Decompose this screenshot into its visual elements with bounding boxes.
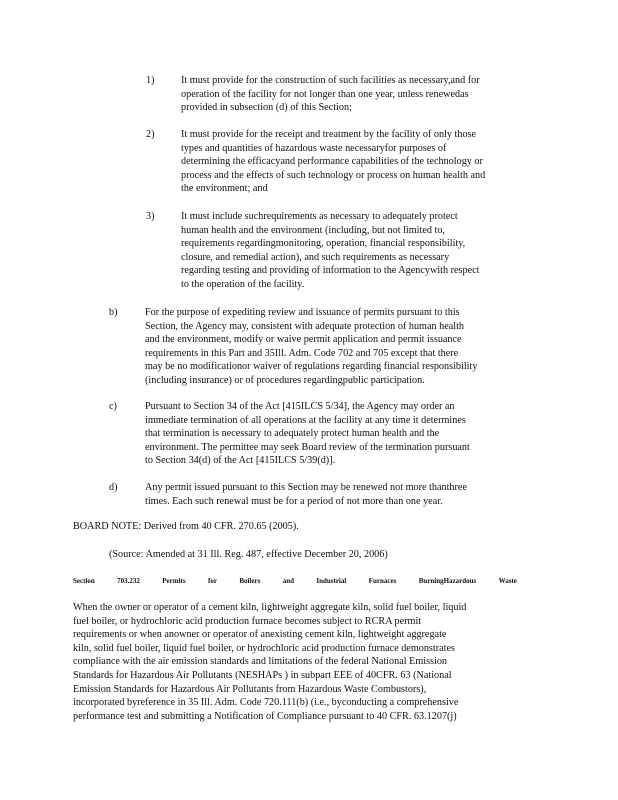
item-letter-b: b) [109,307,118,318]
text-line: and the environment, modify or waive permit application and permit issuance [145,334,462,346]
text-line: requirements in this Part and 35Ill. Adm. Code 702 and 705 except that there [145,347,459,359]
text-line: provided in subsection (d) of this Section; [181,102,352,114]
heading-word: Industrial [316,577,347,585]
section-heading [73,576,517,586]
text-line: regarding testing and providing of information to the Agencywith respect [181,265,480,277]
board-note-text: BOARD NOTE: Derived from 40 CFR. 270.65 (2005). [73,521,299,532]
text-line: immediate termination of all operations at the facility at any time it determines [145,414,466,426]
text-line: When the owner or operator of a cement kiln, lightweight aggregate kiln, solid fuel boiler, liquid [73,602,467,613]
item-text-d [145,481,545,508]
text-line: fuel boiler, or hydrochloric acid production furnace becomes subject to RCRA permit [73,615,422,627]
text-line: Pursuant to Section 34 of the Act [415ILCS 5/34], the Agency may order an [145,401,455,412]
text-line: Any permit issued pursuant to this Section may be renewed not more thanthree [145,482,467,493]
item-letter-d: d) [109,482,118,493]
text-line: to the operation of the facility. [181,278,305,290]
text-line: that termination is necessary to adequately protect human health and the [145,428,440,440]
text-line: Standards for Hazardous Air Pollutants (NESHAPs ) in subpart EEE of 40CFR. 63 (National [73,669,452,681]
item-text-1 [181,74,541,115]
text-line: the environment; and [181,183,268,195]
text-line: types and quantities of hazardous waste necessaryfor purposes of [181,142,447,154]
item-number-3: 3) [146,211,155,222]
text-line: operation of the facility for not longer than one year, unless renewedas [181,88,469,100]
item-number-2: 2) [146,129,155,140]
heading-word: Furnaces [368,577,397,585]
body-paragraph [73,601,541,723]
text-line: Emission Standards for Hazardous Air Pollutants from Hazardous Waste Combustors), [73,683,427,695]
item-text-c [145,400,545,468]
source-note [109,548,469,562]
text-line: requirements or when anowner or operator of anexisting cement kiln, lightweight aggregate [73,629,447,641]
heading-word: Section [73,577,95,585]
heading-word: Boilers [239,577,261,585]
text-line: It must include suchrequirements as necessary to adequately protect [181,211,458,222]
text-line: may be no modificationor waiver of regulations regarding financial responsibility [145,361,478,373]
heading-word: Waste [498,577,517,585]
text-line: incorporated byreference in 35 Ill. Adm. Code 720.111(b) (i.e., byconducting a comprehensive [73,697,459,709]
text-line: It must provide for the construction of such facilities as necessary,and for [181,75,480,86]
text-line: It must provide for the receipt and treatment by the facility of only those [181,129,477,140]
text-line: performance test and submitting a Notification of Compliance pursuant to 40 CFR. 63.1207(j) [73,710,457,722]
heading-word: 703.232 [117,577,140,585]
text-line: environment. The permittee may seek Board review of the termination pursuant [145,441,470,453]
text-line: requirements regardingmonitoring, operation, financial responsibility, [181,238,466,250]
heading-word: for [207,577,217,585]
heading-word: BurningHazardous [418,577,477,585]
text-line: compliance with the air emission standards and limitations of the federal National Emission [73,656,448,668]
item-text-b [145,306,545,388]
text-line: determining the efficacyand performance capabilities of the technology or [181,156,483,168]
text-line: to Section 34(d) of the Act [415ILCS 5/39(d)]. [145,455,336,467]
board-note [73,520,373,534]
text-line: (including insurance) or of procedures regardingpublic participation. [145,374,425,386]
text-line: process and the effects of such technology or process on human health and [181,169,486,181]
heading-word: Permits [162,577,186,585]
text-line: times. Each such renewal must be for a period of not more than one year. [145,495,443,507]
text-line: closure, and remedial action), and such requirements as necessary [181,251,450,263]
source-note-text: (Source: Amended at 31 Ill. Reg. 487, effective December 20, 2006) [109,549,388,560]
item-text-3 [181,210,541,292]
text-line: kiln, solid fuel boiler, liquid fuel boiler, or hydrochloric acid production furnace demonstrates [73,642,455,654]
text-line: human health and the environment (including, but not limited to, [181,224,445,236]
text-line: For the purpose of expediting review and issuance of permits pursuant to this [145,307,460,318]
item-letter-c: c) [109,401,117,412]
item-text-2 [181,128,541,196]
item-number-1: 1) [146,75,155,86]
text-line: Section, the Agency may, consistent with adequate protection of human health [145,320,465,332]
heading-word: and [282,577,294,585]
